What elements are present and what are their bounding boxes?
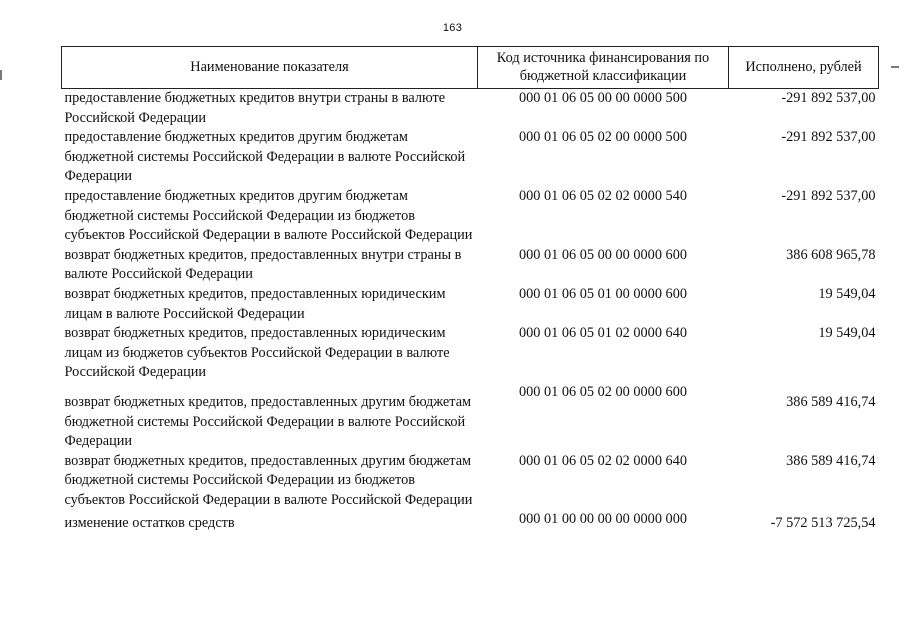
row-sum: 386 589 416,74	[786, 393, 876, 410]
row-code: 000 01 06 05 02 02 0000 540	[519, 187, 687, 204]
table-row	[62, 510, 879, 534]
row-code: 000 01 06 05 00 00 0000 600	[519, 246, 687, 263]
row-name: возврат бюджетных кредитов, предоставленных юридическим лицам в валюте Российской Федерации	[64, 285, 446, 322]
row-sum: 19 549,04	[818, 285, 876, 302]
header-name: Наименование показателя	[62, 47, 478, 89]
row-name: предоставление бюджетных кредитов другим бюджетам бюджетной системы Российской Федерации из бюджетов субъектов Российской Федерации в валюте Российской Федерации	[64, 187, 473, 244]
row-code: 000 01 06 05 02 00 0000 600	[519, 383, 687, 400]
header-code: Код источника финансирования по бюджетной классификации	[478, 47, 729, 89]
row-name: изменение остатков средств	[64, 515, 235, 532]
table-row	[62, 89, 879, 129]
row-name: предоставление бюджетных кредитов внутри страны в валюте Российской Федерации	[64, 90, 446, 126]
scan-edge-mark	[0, 70, 2, 80]
table-row	[62, 452, 879, 511]
page-number: 163	[442, 22, 463, 34]
row-sum: 19 549,04	[818, 325, 876, 342]
header-sum: Исполнено, рублей	[729, 47, 879, 89]
table-row	[62, 246, 879, 285]
table-row	[62, 285, 879, 324]
table-row	[62, 324, 879, 383]
row-code: 000 01 06 05 01 02 0000 640	[519, 325, 687, 342]
report-table	[61, 46, 879, 534]
row-code: 000 01 06 05 00 00 0000 500	[519, 90, 687, 106]
row-name: возврат бюджетных кредитов, предоставленных другим бюджетам бюджетной системы Российской Федерации в валюте Российской Федерации	[64, 393, 472, 450]
row-sum: -291 892 537,00	[781, 187, 876, 204]
scan-edge-mark	[891, 66, 899, 68]
table-row	[62, 187, 879, 246]
row-code: 000 01 00 00 00 00 0000 000	[519, 511, 687, 528]
row-name: возврат бюджетных кредитов, предоставленных внутри страны в валюте Российской Федерации	[64, 246, 462, 283]
row-sum: 386 589 416,74	[786, 452, 876, 469]
table-row	[62, 128, 879, 187]
row-name: возврат бюджетных кредитов, предоставленных другим бюджетам бюджетной системы Российской Федерации из бюджетов субъектов Российской Федерации в валюте Российской Федерации	[64, 452, 473, 508]
row-name: возврат бюджетных кредитов, предоставленных юридическим лицам из бюджетов субъектов Российской Федерации в валюте Российской Федерации	[64, 325, 450, 381]
table-row	[62, 383, 879, 452]
row-sum: 386 608 965,78	[786, 246, 876, 263]
row-code: 000 01 06 05 02 02 0000 640	[519, 452, 687, 469]
row-name: предоставление бюджетных кредитов другим бюджетам бюджетной системы Российской Федерации в валюте Российской Федерации	[64, 129, 466, 185]
row-sum: -7 572 513 725,54	[770, 515, 876, 532]
row-sum: -291 892 537,00	[781, 129, 876, 146]
row-sum: -291 892 537,00	[781, 90, 876, 106]
row-code: 000 01 06 05 02 00 0000 500	[519, 129, 687, 146]
table-header-row	[62, 47, 879, 89]
row-code: 000 01 06 05 01 00 0000 600	[519, 285, 687, 302]
